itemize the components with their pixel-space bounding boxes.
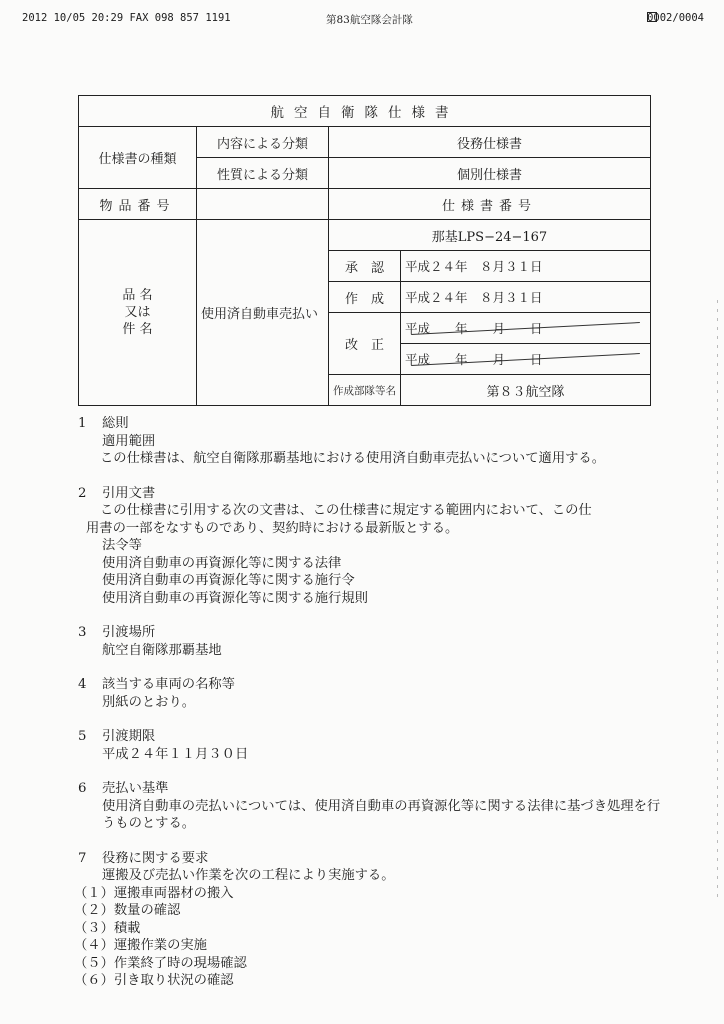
revision-label: 改 正 [329,313,401,375]
item-name-label-line-2: 又は [124,305,151,320]
author-unit-label: 作成部隊等名 [329,375,401,406]
section-title: 売払い基準 [102,781,169,796]
approval-date: 平成２４年 ８月３１日 [401,251,651,282]
law-item: 使用済自動車の再資源化等に関する施行令 [102,573,355,588]
section-5 [78,728,668,763]
spec-body [74,415,668,1007]
spec-table [78,95,651,406]
spec-type-label: 仕様書の種類 [79,127,197,189]
process-item: （３）積載 [74,920,141,936]
process-item: （１）運搬車両器材の搬入 [74,885,234,901]
section-text: 使用済自動車の売払いについては、使用済自動車の再資源化等に関する法律に基づき処理を行うものとする。 [102,798,661,831]
fax-sender-name: 第83航空隊会計隊 [326,14,413,26]
section-text: 航空自衛隊那覇基地 [102,642,222,658]
section-title: 引渡場所 [102,625,156,640]
law-item: 使用済自動車の再資源化等に関する法律 [102,555,342,571]
revision-date-2: 平成 年 月 日 [401,344,651,375]
fax-timestamp-number: 2012 10/05 20:29 FAX 098 857 1191 [22,12,231,24]
section-text: 運搬及び売払い作業を次の工程により実施する。 [102,868,395,883]
section-number: 4 [78,677,87,692]
scan-edge-artifact [717,300,718,900]
nature-class-value: 個別仕様書 [329,158,651,189]
created-date: 平成２４年 ８月３１日 [401,282,651,313]
section-text: 平成２４年１１月３０日 [102,746,249,762]
section-number: 5 [78,729,87,744]
section-text: この仕様書に引用する次の文書は、この仕様書に規定する範囲内において、この仕 [100,503,592,518]
process-item: （６）引き取り状況の確認 [74,973,234,988]
section-subtitle: 適用範囲 [102,433,156,449]
section-title: 該当する車両の名称等 [102,677,235,692]
spec-title: 航空自衛隊仕様書 [79,96,651,127]
item-number-value [197,189,329,220]
section-number: 3 [78,625,87,640]
section-number: 7 [78,850,87,866]
item-name-label [79,220,197,406]
section-1 [78,415,668,468]
item-number-label: 物品番号 [79,189,197,220]
section-3 [78,624,668,659]
section-title: 総則 [102,416,129,431]
item-name-label-line-1: 品 名 [122,288,153,303]
fax-page-text: 0002/0004 [647,12,704,24]
section-title: 引渡期限 [102,729,156,744]
spec-number-label: 仕様書番号 [329,189,651,220]
item-name-label-line-3: 件 名 [122,322,153,337]
section-title: 役務に関する要求 [102,850,209,866]
approval-label: 承 認 [329,251,401,282]
section-subtitle: 法令等 [102,538,142,553]
fax-header [0,12,724,28]
created-label: 作 成 [329,282,401,313]
fax-page-count [647,12,704,24]
content-class-label: 内容による分類 [197,127,329,158]
section-text: この仕様書は、航空自衛隊那覇基地における使用済自動車売払いについて適用する。 [100,451,606,466]
spec-number-value: 那基LPS−24−167 [329,220,651,251]
author-unit-value: 第８３航空隊 [401,375,651,406]
process-item: （５）作業終了時の現場確認 [74,955,247,971]
section-2 [78,485,668,608]
section-text: 別紙のとおり。 [102,694,196,710]
process-item: （２）数量の確認 [74,903,181,918]
section-number: 6 [78,781,87,796]
section-7 [74,850,668,990]
revision-date-1: 平成 年 月 日 [401,313,651,344]
process-item: （４）運搬作業の実施 [74,938,207,953]
item-name-value: 使用済自動車売払い [197,220,329,406]
section-number: 2 [78,485,87,501]
section-6 [78,780,668,833]
fax-page-icon [647,12,657,22]
section-number: 1 [78,416,87,431]
content-class-value: 役務仕様書 [329,127,651,158]
nature-class-label: 性質による分類 [197,158,329,189]
section-title: 引用文書 [102,485,156,501]
section-4 [78,676,668,711]
section-text-continued: 用書の一部をなすものであり、契約時における最新版とする。 [86,520,459,536]
law-item: 使用済自動車の再資源化等に関する施行規則 [102,590,368,606]
